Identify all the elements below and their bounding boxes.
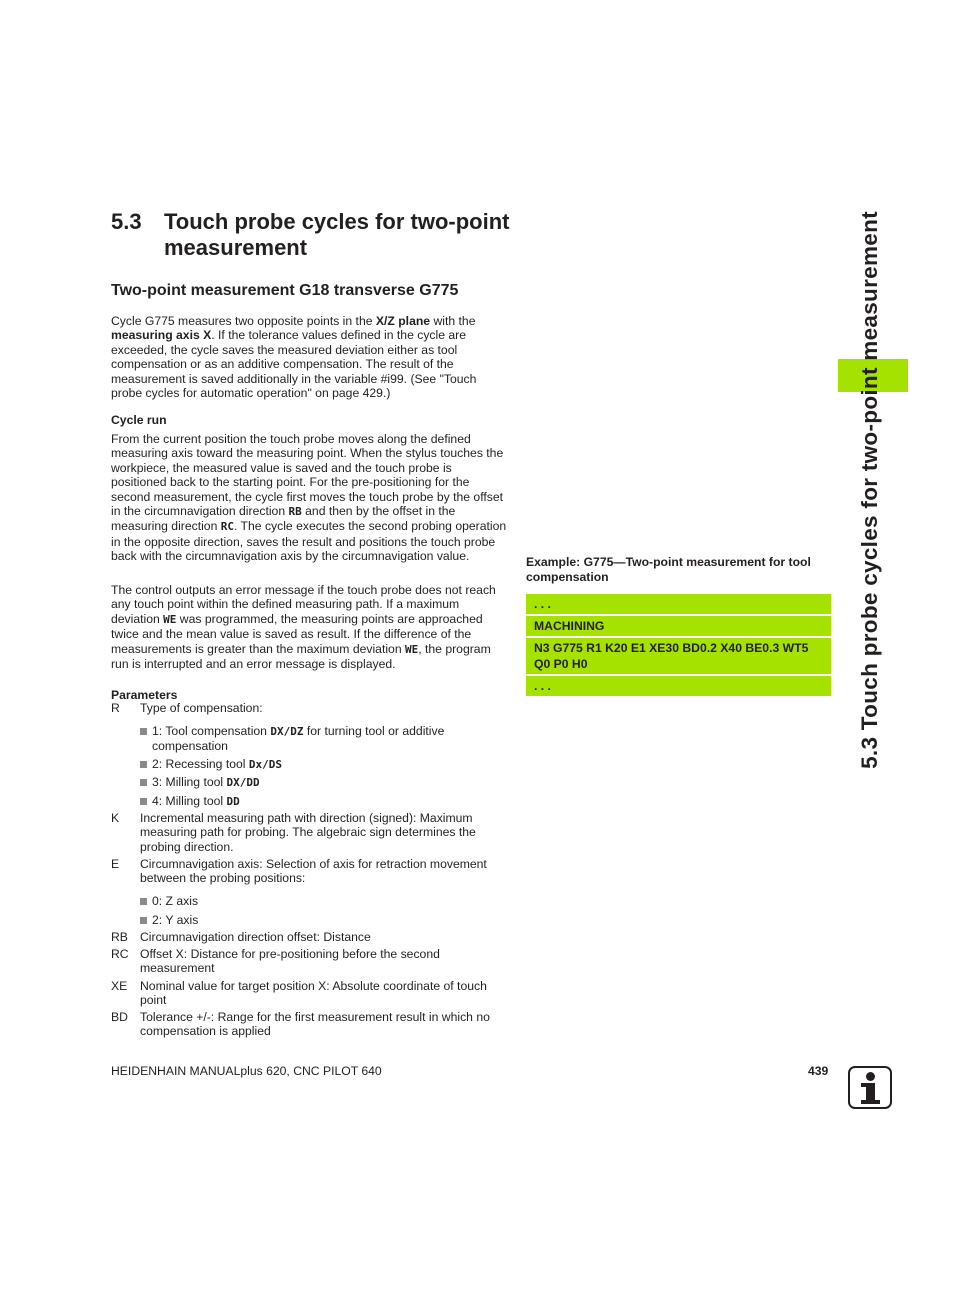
code-term: RC [220, 520, 234, 534]
code-term: DX/DD [226, 776, 260, 789]
param-key: BD [111, 1010, 128, 1024]
cycle-run-paragraph-2: The control outputs an error message if the touch probe does not reach any touch point within the defined measuring path. If a maximum deviation WE was programmed, the measuring points are approached twice and the mean value is saved as result. If the difference of the measurements is greater than the maximum deviation WE, the program run is interrupted and an error message is displayed. [111, 583, 496, 672]
param-key: RB [111, 930, 128, 944]
code-term: Dx/DS [248, 758, 283, 771]
param-desc: Nominal value for target position X: Absolute coordinate of touch point [140, 979, 487, 1008]
param-key: K [111, 811, 120, 825]
code-line: . . . [526, 676, 831, 696]
intro-paragraph: Cycle G775 measures two opposite points in the X/Z plane with the measuring axis X. If the tolerance values defined in the cycle are exceeded, the cycle saves the measured deviation either as tool compensation or as an additive compensation. The result of the measurement is saved additionally in the variable #i99. (See "Touch probe cycles for automatic operation" on page 429.) [111, 314, 477, 401]
code-term: RB [288, 505, 302, 519]
cycle-run-heading: Cycle run [111, 413, 167, 427]
param-desc: Tolerance +/-: Range for the first measurement result in which no compensation is applied [140, 1010, 490, 1039]
square-bullet-icon [140, 761, 147, 768]
parameters-heading: Parameters [111, 688, 178, 702]
bold-term: X/Z plane [375, 314, 431, 328]
square-bullet-icon [140, 917, 147, 924]
param-desc: Type of compensation: [140, 701, 263, 715]
param-desc: Offset X: Distance for pre-positioning before the second measurement [140, 947, 440, 976]
section-title: Touch probe cycles for two-point measurement [164, 209, 510, 260]
param-key: RC [111, 947, 129, 961]
square-bullet-icon [140, 728, 147, 735]
param-key: XE [111, 979, 128, 993]
subsection-title: Two-point measurement G18 transverse G775 [111, 282, 459, 299]
param-desc: Circumnavigation direction offset: Distance [140, 930, 371, 944]
square-bullet-icon [140, 798, 147, 805]
cycle-run-paragraph-1: From the current position the touch probe moves along the defined measuring axis toward the measuring point. When the stylus touches the workpiece, the measured value is saved and the touch probe is positioned back to the starting point. For the pre-positioning for the second measurement, the cycle first moves the touch probe by the offset in the circumnavigation direction RB and then by the offset in the measuring direction RC. The cycle executes the second probing operation in the opposite direction, saves the result and positions the touch probe back with the circumnavigation axis by the circumnavigation value. [111, 432, 507, 564]
param-key: R [111, 701, 120, 715]
code-line: . . . [526, 594, 831, 614]
code-term: WE [163, 612, 177, 626]
side-title: 5.3 Touch probe cycles for two-point measurement [857, 211, 882, 769]
bold-term: measuring axis X [111, 328, 212, 343]
code-term: DD [226, 795, 240, 808]
footer-text: HEIDENHAIN MANUALplus 620, CNC PILOT 640 [111, 1064, 382, 1078]
example-title: Example: G775—Two-point measurement for tool compensation [526, 555, 811, 584]
square-bullet-icon [140, 779, 147, 786]
info-icon [848, 1066, 892, 1109]
code-line: N3 G775 R1 K20 E1 XE30 BD0.2 X40 BE0.3 WT5 Q0 P0 H0 [526, 638, 831, 674]
code-term: DX/DZ [270, 725, 304, 738]
square-bullet-icon [140, 898, 147, 905]
param-desc: Incremental measuring path with direction (signed): Maximum measuring path for probing. The algebraic sign determines the probing direction. [140, 811, 476, 854]
page-number: 439 [808, 1064, 829, 1078]
code-line: MACHINING [526, 616, 831, 636]
param-key: E [111, 857, 120, 871]
section-number: 5.3 [111, 209, 142, 234]
code-term: WE [405, 642, 419, 656]
param-desc: Circumnavigation axis: Selection of axis for retraction movement between the probing positions: [140, 857, 487, 886]
